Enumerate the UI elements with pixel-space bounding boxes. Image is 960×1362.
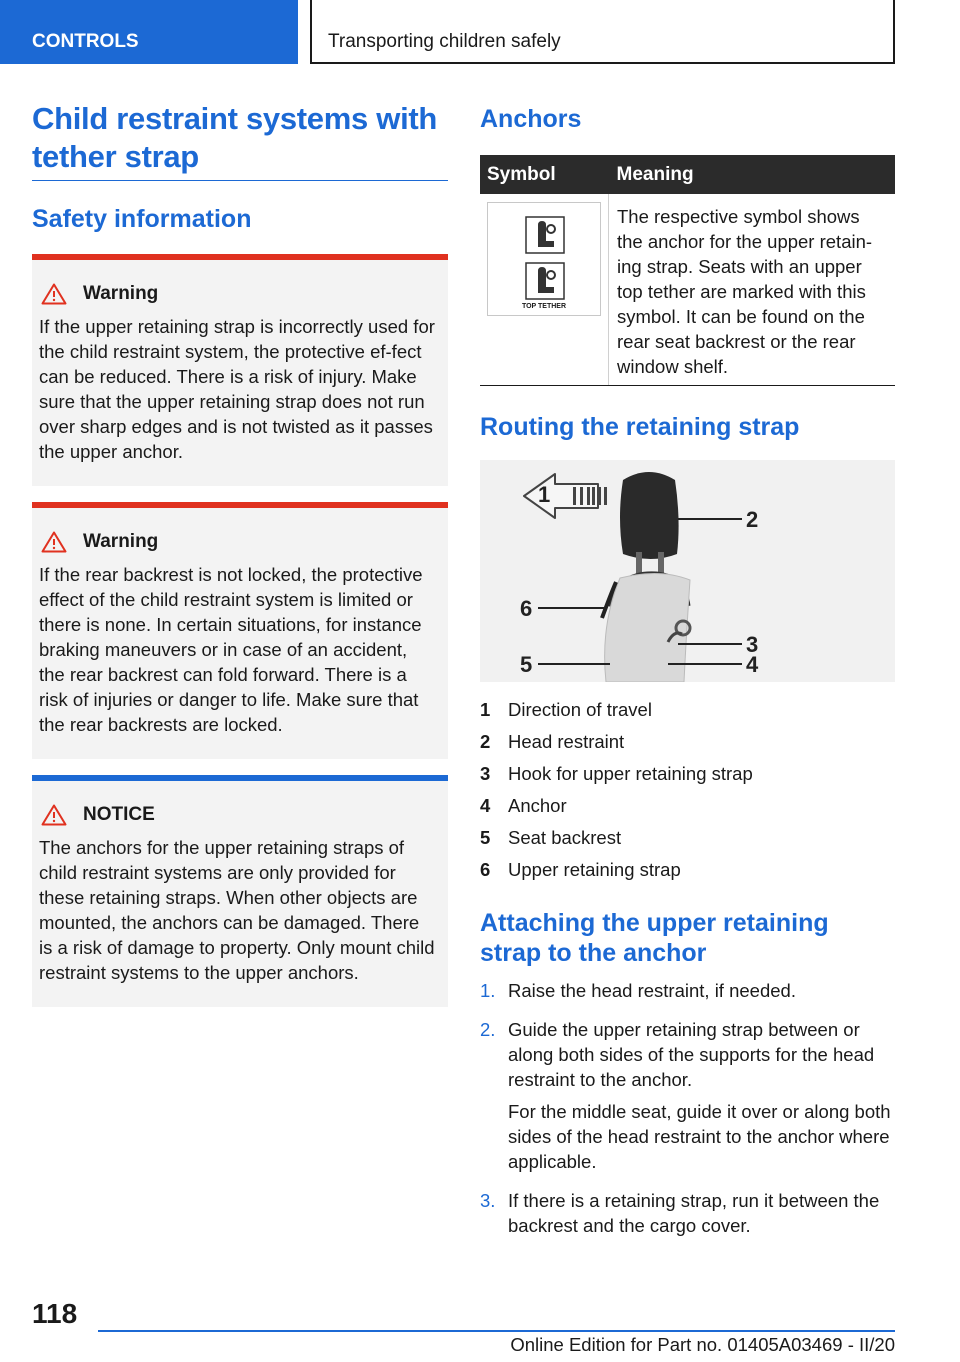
warning-text: If the rear backrest is not locked, the protective effect of the child restraint system is limited or there is none. In certain situations, for instance braking maneuvers or in case of an accident, the rear backrest can fold forward. There is a risk of injuries or danger to life. Make sure that the rear backrests are locked. xyxy=(39,564,423,735)
figure-label: 3 xyxy=(746,632,759,657)
child-seat-anchor-icon xyxy=(487,202,601,316)
chapter-title: Transporting children safely xyxy=(310,0,895,64)
list-item: 6 Upper retaining strap xyxy=(480,859,681,880)
warning-box-2 xyxy=(32,502,448,759)
warning-label: Warning xyxy=(83,283,159,304)
anchor-meaning: The respective symbol shows the anchor for the upper retain-ing strap. Seats with an upper top tether are marked with this symbol. It can be found on the rear seat backrest or the rear window shelf. xyxy=(609,194,896,386)
right-column xyxy=(480,100,895,1252)
list-item: 1. Raise the head restraint, if needed. xyxy=(480,980,796,1001)
left-column xyxy=(32,100,448,1007)
warning-triangle-icon xyxy=(41,804,67,826)
table-row xyxy=(480,194,895,386)
table-header-meaning: Meaning xyxy=(609,155,896,194)
warning-box-1 xyxy=(32,254,448,486)
figure-label: 1 xyxy=(538,482,551,507)
page-title: Child restraint systems with tether strap xyxy=(32,100,448,181)
section-heading-safety: Safety information xyxy=(32,205,252,233)
figure-label: 4 xyxy=(746,652,759,677)
anchors-table xyxy=(480,155,895,386)
list-item: 2 Head restraint xyxy=(480,731,625,752)
table-header-symbol: Symbol xyxy=(480,155,609,194)
warning-label: Warning xyxy=(83,531,159,552)
figure-label: 6 xyxy=(520,596,533,621)
section-heading-routing: Routing the retaining strap xyxy=(480,413,800,441)
warning-triangle-icon xyxy=(41,283,67,305)
figure-label: 2 xyxy=(746,507,759,532)
section-heading-anchors: Anchors xyxy=(480,105,582,133)
list-item: 5 Seat backrest xyxy=(480,827,622,848)
notice-text: The anchors for the upper retaining straps of child restraint systems are only provided for these retaining straps. When other objects are mounted, the anchors can be damaged. There is a risk of damage to property. Only mount child restraint systems to the upper anchors. xyxy=(39,837,435,983)
edition-footer: Online Edition for Part no. 01405A03469 - II/20 xyxy=(510,1334,895,1355)
list-item: 3 Hook for upper retaining strap xyxy=(480,763,753,784)
section-tab[interactable]: CONTROLS xyxy=(0,0,298,64)
top-tether-caption: TOP TETHER xyxy=(521,303,567,310)
step-list xyxy=(480,978,895,1245)
warning-text: If the upper retaining strap is incorrectly used for the child restraint system, the protective ef-fect can be reduced. There is a risk of injury. Make sure that the upper retaining strap does not run over sharp edges and is not twisted as it passes the upper anchor. xyxy=(39,316,435,462)
list-item: 4 Anchor xyxy=(480,795,567,816)
figure-label: 5 xyxy=(520,652,533,677)
notice-box xyxy=(32,775,448,1007)
warning-triangle-icon xyxy=(41,531,67,553)
section-heading-attach: Attaching the upper retaining strap to the anchor xyxy=(480,909,829,967)
list-item: 3. If there is a retaining strap, run it between the backrest and the cargo cover. xyxy=(480,1190,880,1236)
routing-diagram xyxy=(480,460,895,682)
page-number: 118 xyxy=(32,1298,78,1329)
list-item: 1 Direction of travel xyxy=(480,699,652,720)
list-item: 2. Guide the upper retaining strap between or along both sides of the supports for the head restraint to the anchor. For the middle seat, guide it over or along both sides of the head restraint to the anchor where applicable. xyxy=(480,1019,891,1172)
figure-legend xyxy=(480,694,895,886)
notice-label: NOTICE xyxy=(83,804,155,825)
